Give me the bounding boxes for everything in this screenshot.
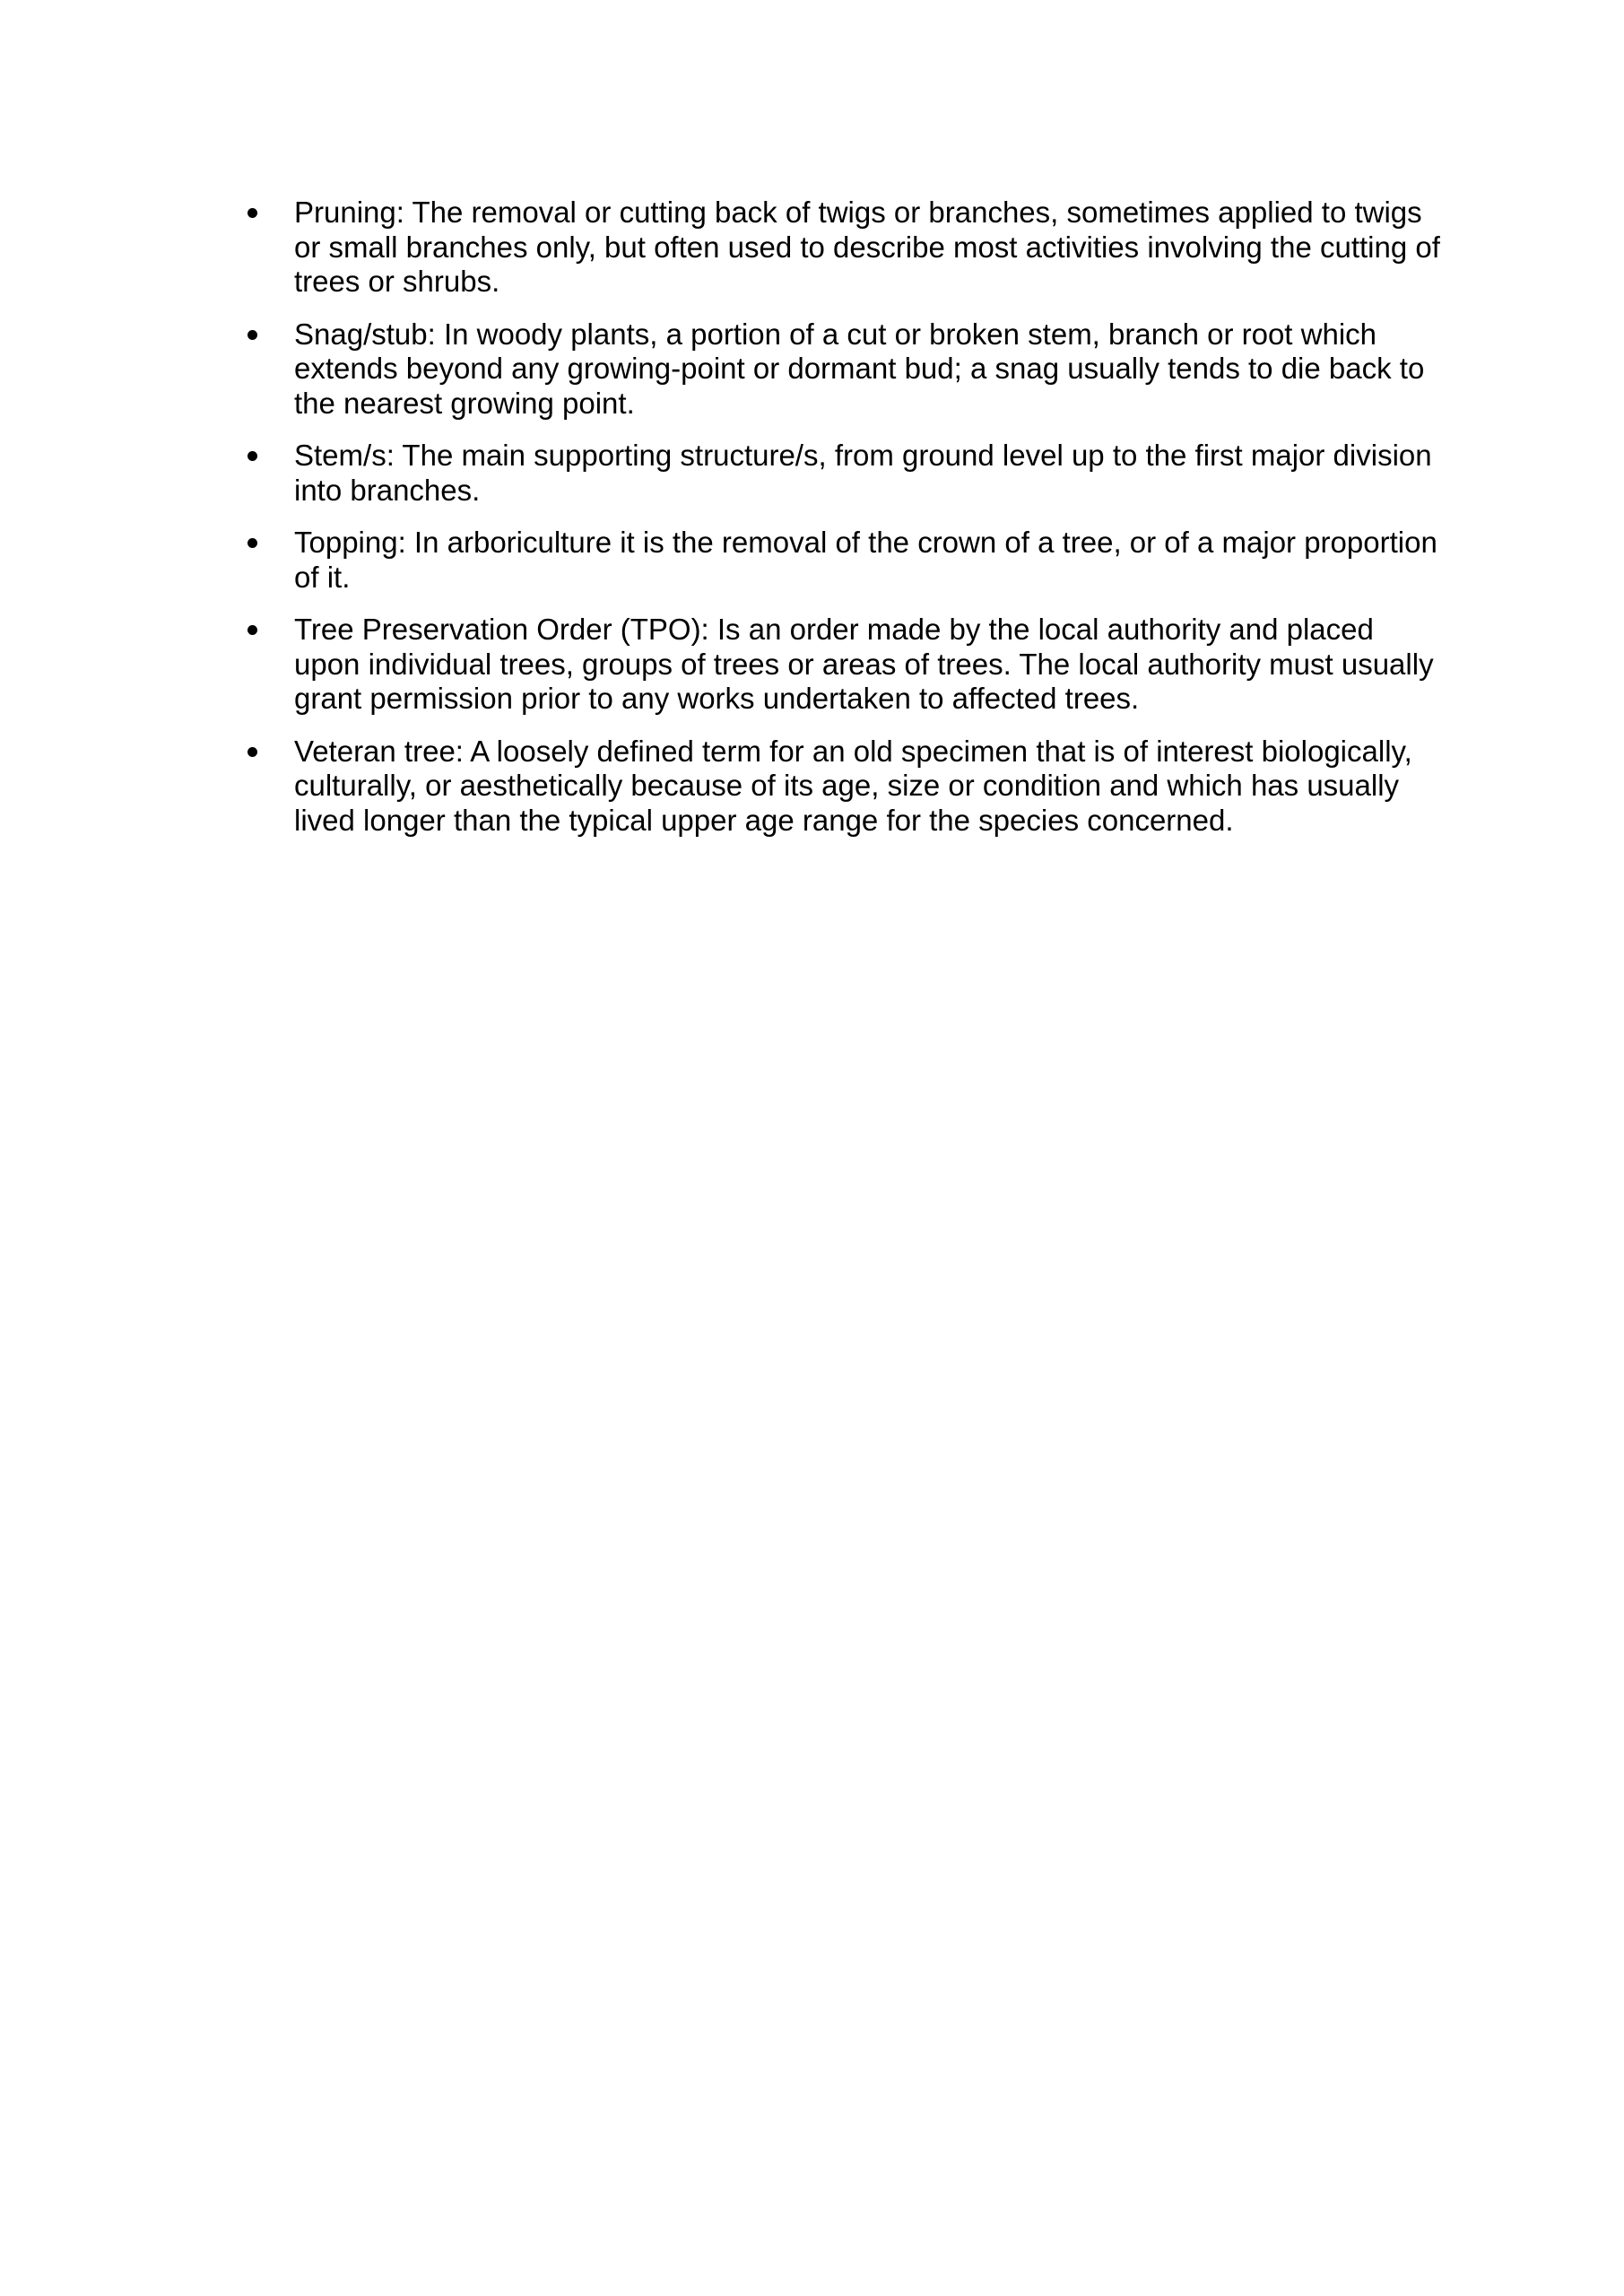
list-item-topping bbox=[242, 526, 1444, 595]
list-item-tree-preservation-order bbox=[242, 613, 1444, 717]
definition-text: Stem/s: The main supporting structure/s, from ground level up to the first major division into branches. bbox=[294, 439, 1432, 507]
definition-text: Veteran tree: A loosely defined term for an old specimen that is of interest biologically, culturally, or aesthetically because of its age, size or condition and which has usually lived longer than the typical upper age range for the species concerned. bbox=[294, 734, 1412, 837]
bullet-icon bbox=[248, 625, 257, 635]
list-item-veteran-tree bbox=[242, 735, 1444, 839]
definition-text: Tree Preservation Order (TPO): Is an order made by the local authority and placed upon individual trees, groups of trees or areas of trees. The local authority must usually grant permission prior to any works undertaken to affected trees. bbox=[294, 613, 1434, 715]
definition-list bbox=[242, 196, 1444, 856]
bullet-icon bbox=[248, 208, 257, 218]
bullet-icon bbox=[248, 451, 257, 461]
bullet-icon bbox=[248, 330, 257, 340]
list-item-stems bbox=[242, 439, 1444, 508]
bullet-icon bbox=[248, 538, 257, 548]
list-item-snag-stub bbox=[242, 317, 1444, 422]
definition-text: Topping: In arboriculture it is the removal of the crown of a tree, or of a major proportion of it. bbox=[294, 526, 1437, 594]
list-item-pruning bbox=[242, 196, 1444, 300]
definition-text: Pruning: The removal or cutting back of twigs or branches, sometimes applied to twigs or small branches only, but often used to describe most activities involving the cutting of trees or shrubs. bbox=[294, 196, 1440, 298]
definition-text: Snag/stub: In woody plants, a portion of a cut or broken stem, branch or root which extends beyond any growing-point or dormant bud; a snag usually tends to die back to the nearest growing point. bbox=[294, 317, 1425, 420]
bullet-icon bbox=[248, 747, 257, 757]
